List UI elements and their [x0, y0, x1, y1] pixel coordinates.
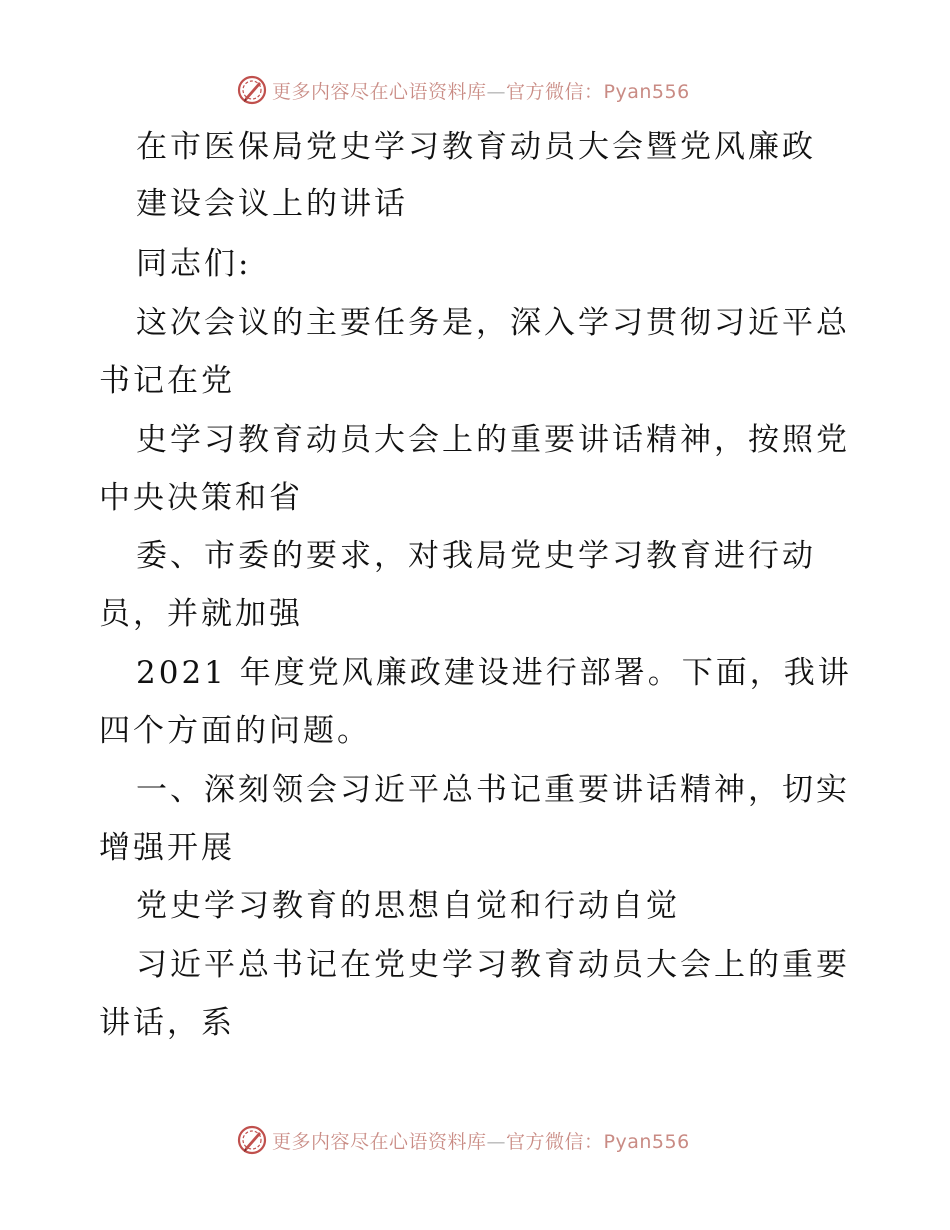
document-title-line-2: 建设会议上的讲话	[136, 186, 408, 222]
watermark-wechat-id: Pyan556	[603, 1130, 690, 1153]
watermark-wechat-label: 官方微信：	[506, 1130, 604, 1153]
watermark-dash: —	[486, 1130, 507, 1153]
paragraph-line: 四个方面的问题。	[99, 713, 371, 749]
document-title-line-1: 在市医保局党史学习教育动员大会暨党风廉政	[136, 129, 816, 165]
watermark-text	[272, 77, 690, 104]
watermark-main-text: 更多内容尽在心语资料库	[272, 1130, 487, 1153]
salutation: 同志们:	[136, 246, 252, 282]
watermark-banner-top	[236, 73, 690, 107]
paragraph-line: 中央决策和省	[99, 480, 303, 516]
section-heading-line: 增强开展	[99, 830, 235, 866]
pen-circle-logo-icon	[236, 1124, 268, 1156]
section-heading-line: 党史学习教育的思想自觉和行动自觉	[136, 888, 680, 924]
paragraph-line: 2021 年度党风廉政建设进行部署。下面，我讲	[136, 655, 852, 691]
paragraph-line: 这次会议的主要任务是，深入学习贯彻习近平总	[136, 305, 850, 341]
watermark-dash: —	[486, 80, 507, 103]
paragraph-line: 员，并就加强	[99, 596, 303, 632]
paragraph-line: 书记在党	[99, 363, 235, 399]
watermark-main-text: 更多内容尽在心语资料库	[272, 80, 487, 103]
watermark-banner-bottom	[236, 1123, 690, 1157]
section-heading-line: 一、深刻领会习近平总书记重要讲话精神，切实	[136, 772, 850, 808]
paragraph-line: 习近平总书记在党史学习教育动员大会上的重要	[136, 947, 850, 983]
paragraph-line: 委、市委的要求，对我局党史学习教育进行动	[136, 538, 816, 574]
paragraph-line: 讲话，系	[99, 1005, 235, 1041]
paragraph-line: 史学习教育动员大会上的重要讲话精神，按照党	[136, 422, 850, 458]
watermark-wechat-id: Pyan556	[603, 80, 690, 103]
watermark-wechat-label: 官方微信：	[506, 80, 604, 103]
watermark-text	[272, 1127, 690, 1154]
pen-circle-logo-icon	[236, 74, 268, 106]
